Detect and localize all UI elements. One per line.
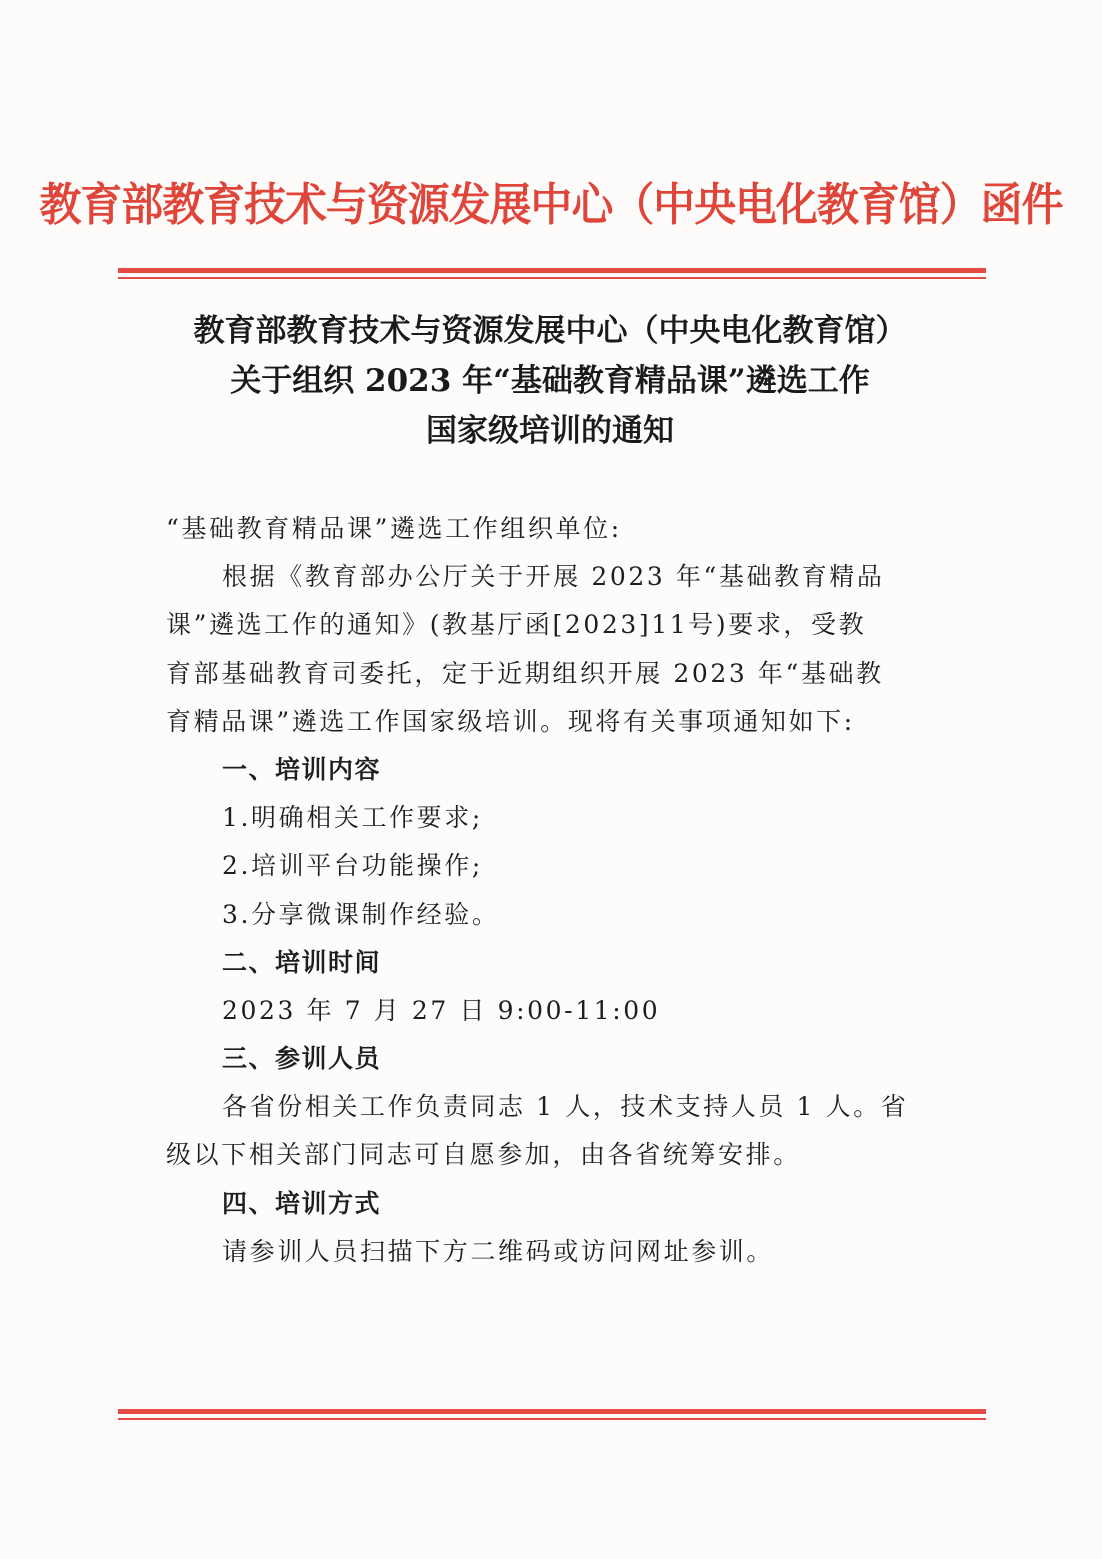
section-heading-time: 二、培训时间 bbox=[222, 947, 382, 977]
method-line-1: 请参训人员扫描下方二维码或访问网址参训。 bbox=[222, 1236, 775, 1266]
section-heading-method: 四、培训方式 bbox=[222, 1188, 382, 1218]
intro-line-2: 课”遴选工作的通知》(教基厅函[2023]11号)要求，受教 bbox=[166, 610, 867, 640]
participants-line-1: 各省份相关工作负责同志 1 人，技术支持人员 1 人。省 bbox=[222, 1092, 909, 1122]
footer-red-rule bbox=[118, 1409, 986, 1420]
rule-thin-line bbox=[118, 277, 986, 279]
letterhead-title: 教育部教育技术与资源发展中心（中央电化教育馆）函件 bbox=[39, 178, 1063, 231]
intro-line-4: 育精品课”遴选工作国家级培训。现将有关事项通知如下: bbox=[166, 706, 855, 736]
training-time: 2023 年 7 月 27 日 9:00-11:00 bbox=[222, 995, 661, 1025]
letterhead-red-rule bbox=[118, 268, 986, 279]
participants-line-2: 级以下相关部门同志可自愿参加，由各省统筹安排。 bbox=[166, 1140, 801, 1170]
section-heading-content: 一、培训内容 bbox=[222, 754, 382, 784]
rule-thin-line bbox=[118, 1418, 986, 1420]
document-body bbox=[166, 505, 926, 1276]
section-content-item-3: 3.分享微课制作经验。 bbox=[222, 899, 500, 929]
section-heading-participants: 三、参训人员 bbox=[222, 1044, 382, 1074]
document-title bbox=[150, 306, 950, 456]
document-title-line-1: 教育部教育技术与资源发展中心（中央电化教育馆） bbox=[193, 313, 907, 349]
intro-line-3: 育部基础教育司委托，定于近期组织开展 2023 年“基础教 bbox=[166, 658, 884, 688]
salutation: “基础教育精品课”遴选工作组织单位: bbox=[166, 514, 622, 543]
intro-line-1: 根据《教育部办公厅关于开展 2023 年“基础教育精品 bbox=[222, 562, 885, 592]
section-content-item-1: 1.明确相关工作要求; bbox=[222, 803, 483, 833]
section-content-item-2: 2.培训平台功能操作; bbox=[222, 851, 483, 881]
document-title-line-3: 国家级培训的通知 bbox=[426, 413, 674, 449]
document-title-line-2: 关于组织 2023 年“基础教育精品课”遴选工作 bbox=[230, 363, 870, 399]
